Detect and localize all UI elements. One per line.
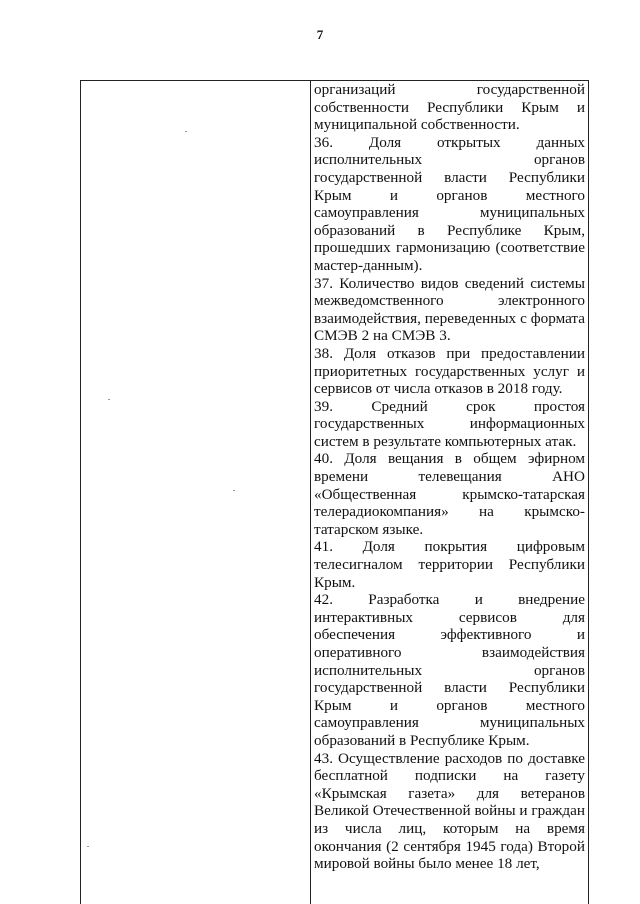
- scan-speck: [233, 490, 235, 491]
- indicator-item: организаций государственной собственности Республики Крым и муниципальной собственности.: [314, 81, 585, 134]
- indicator-item: 43. Осуществление расходов по доставке бесплатной подписки на газету «Крымская газета» для ветеранов Великой Отечественной войны и граждан из числа лиц, которым на время окончания (2 сентября 1945 года) Второй мировой войны было менее 18 лет,: [314, 749, 585, 873]
- indicators-cell: [314, 81, 585, 873]
- indicator-item: 38. Доля отказов при предоставлении приоритетных государственных услуг и сервисов от числа отказов в 2018 году.: [314, 344, 585, 398]
- scan-speck: [108, 399, 110, 400]
- indicator-item: 36. Доля открытых данных исполнительных органов государственной власти Республики Крым и органов местного самоуправления муниципальных образований в Республике Крым, прошедших гармонизацию (соответствие мастер-данным).: [314, 133, 585, 274]
- indicator-item: 39. Средний срок простоя государственных информационных систем в результате компьютерных атак.: [314, 397, 585, 450]
- page-number: 7: [316, 27, 324, 42]
- indicator-item: 37. Количество видов сведений системы межведомственного электронного взаимодействия, переведенных с формата СМЭВ 2 на СМЭВ 3.: [314, 274, 585, 345]
- scan-speck: [185, 131, 187, 132]
- indicator-item: 41. Доля покрытия цифровым телесигналом территории Республики Крым.: [314, 538, 585, 591]
- column-divider: [310, 80, 311, 904]
- indicator-item: 42. Разработка и внедрение интерактивных сервисов для обеспечения эффективного и оперативного взаимодействия исполнительных органов государственной власти Республики Крым и органов местного самоуправления муниципальных образований в Республике Крым.: [314, 591, 585, 749]
- scan-speck: [87, 846, 89, 847]
- indicator-item: 40. Доля вещания в общем эфирном времени телевещания АНО «Общественная крымско-татарская телерадиокомпания» на крымско-татарском языке.: [314, 450, 585, 538]
